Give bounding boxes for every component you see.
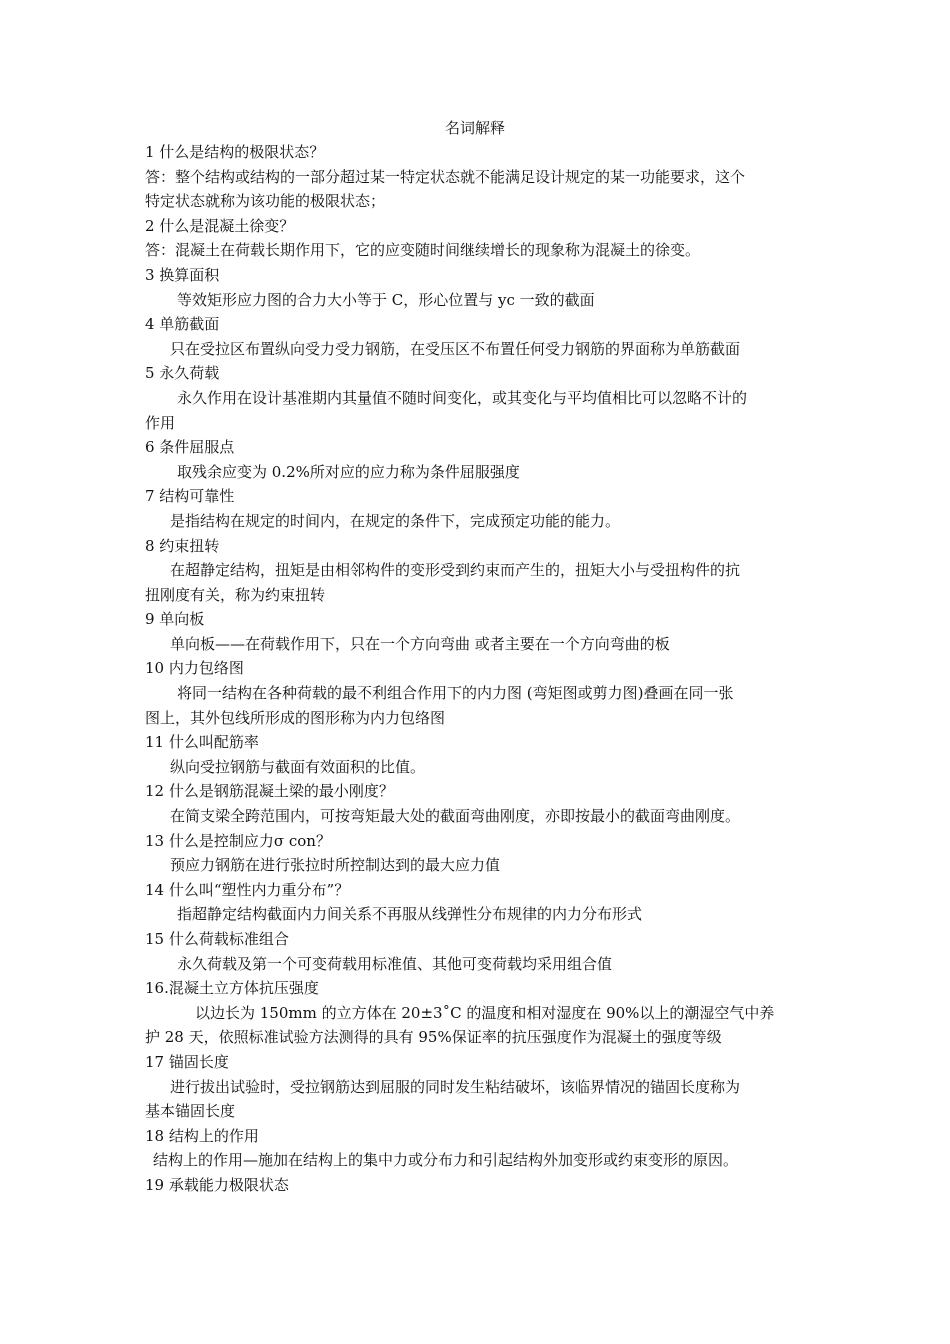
definition-text: 以边长为 150mm 的立方体在 20±3˚C 的温度和相对湿度在 90%以上的潮湿空气中养 (195, 1003, 775, 1022)
definition-text: 答：整个结构或结构的一部分超过某一特定状态就不能满足设计规定的某一功能要求，这个 (145, 167, 746, 186)
document-body (145, 140, 810, 1198)
definition-text: 作用 (145, 413, 176, 432)
term-heading: 14 什么叫“塑性内力重分布”？ (145, 880, 350, 899)
definition-text: 在简支梁全跨范围内，可按弯矩最大处的截面弯曲刚度，亦即按最小的截面弯曲刚度。 (170, 807, 741, 826)
definition-text: 永久作用在设计基准期内其量值不随时间变化，或其变化与平均值相比可以忽略不计的 (177, 388, 748, 407)
term-heading: 19 承载能力极限状态 (145, 1175, 289, 1194)
definition-text: 扭刚度有关，称为约束扭转 (145, 585, 326, 604)
definition-text: 纵向受拉钢筋与截面有效面积的比值。 (170, 757, 426, 776)
term-heading: 4 单筋截面 (145, 315, 220, 334)
definition-text: 结构上的作用—施加在结构上的集中力或分布力和引起结构外加变形或约束变形的原因。 (153, 1151, 739, 1170)
term-heading: 12 什么是钢筋混凝土梁的最小刚度？ (145, 782, 394, 801)
term-heading: 9 单向板 (145, 610, 205, 629)
definition-text: 特定状态就称为该功能的极限状态； (145, 192, 386, 211)
term-heading: 11 什么叫配筋率 (145, 733, 259, 752)
definition-text: 在超静定结构，扭矩是由相邻构件的变形受到约束而产生的，扭矩大小与受扭构件的抗 (170, 561, 741, 580)
term-heading: 5 永久荷载 (145, 364, 220, 383)
definition-text: 预应力钢筋在进行张拉时所控制达到的最大应力值 (170, 856, 501, 875)
definition-text: 只在受拉区布置纵向受力受力钢筋，在受压区不布置任何受力钢筋的界面称为单筋截面 (170, 339, 741, 358)
term-heading: 17 锚固长度 (145, 1052, 229, 1071)
definition-text: 进行拔出试验时，受拉钢筋达到屈服的同时发生粘结破坏，该临界情况的锚固长度称为 (170, 1077, 741, 1096)
definition-text: 单向板——在荷载作用下，只在一个方向弯曲 或者主要在一个方向弯曲的板 (170, 634, 670, 653)
definition-text: 指超静定结构截面内力间关系不再服从线弹性分布规律的内力分布形式 (177, 905, 643, 924)
term-heading: 15 什么荷载标准组合 (145, 930, 289, 948)
term-heading: 6 条件屈服点 (145, 438, 235, 457)
term-heading: 2 什么是混凝土徐变？ (145, 216, 295, 235)
term-heading: 16.混凝土立方体抗压强度 (145, 979, 319, 998)
term-heading: 7 结构可靠性 (145, 487, 235, 506)
term-heading: 8 约束扭转 (145, 536, 220, 555)
definition-text: 等效矩形应力图的合力大小等于 C，形心位置与 yc 一致的截面 (177, 290, 595, 309)
definition-text: 图上，其外包线所形成的图形称为内力包络图 (145, 708, 446, 727)
definition-text: 护 28 天，依照标准试验方法测得的具有 95%保证率的抗压强度作为混凝土的强度等级 (145, 1028, 722, 1047)
term-heading: 3 换算面积 (145, 265, 220, 284)
definition-text: 取残余应变为 0.2%所对应的应力称为条件屈服强度 (177, 462, 520, 481)
term-heading: 13 什么是控制应力σ con？ (145, 831, 331, 850)
term-heading: 10 内力包络图 (145, 659, 244, 678)
term-heading: 1 什么是结构的极限状态？ (145, 143, 325, 161)
definition-text: 将同一结构在各种荷载的最不利组合作用下的内力图 (弯矩图或剪力图)叠画在同一张 (177, 684, 734, 703)
page-title: 名词解释 (444, 119, 505, 137)
definition-text: 永久荷载及第一个可变荷载用标准值、其他可变荷载均采用组合值 (177, 954, 613, 973)
definition-text: 基本锚固长度 (145, 1102, 236, 1121)
definition-text: 是指结构在规定的时间内，在规定的条件下，完成预定功能的能力。 (170, 511, 621, 530)
term-heading: 18 结构上的作用 (145, 1126, 259, 1145)
definition-text: 答：混凝土在荷载长期作用下，它的应变随时间继续增长的现象称为混凝土的徐变。 (145, 241, 701, 260)
